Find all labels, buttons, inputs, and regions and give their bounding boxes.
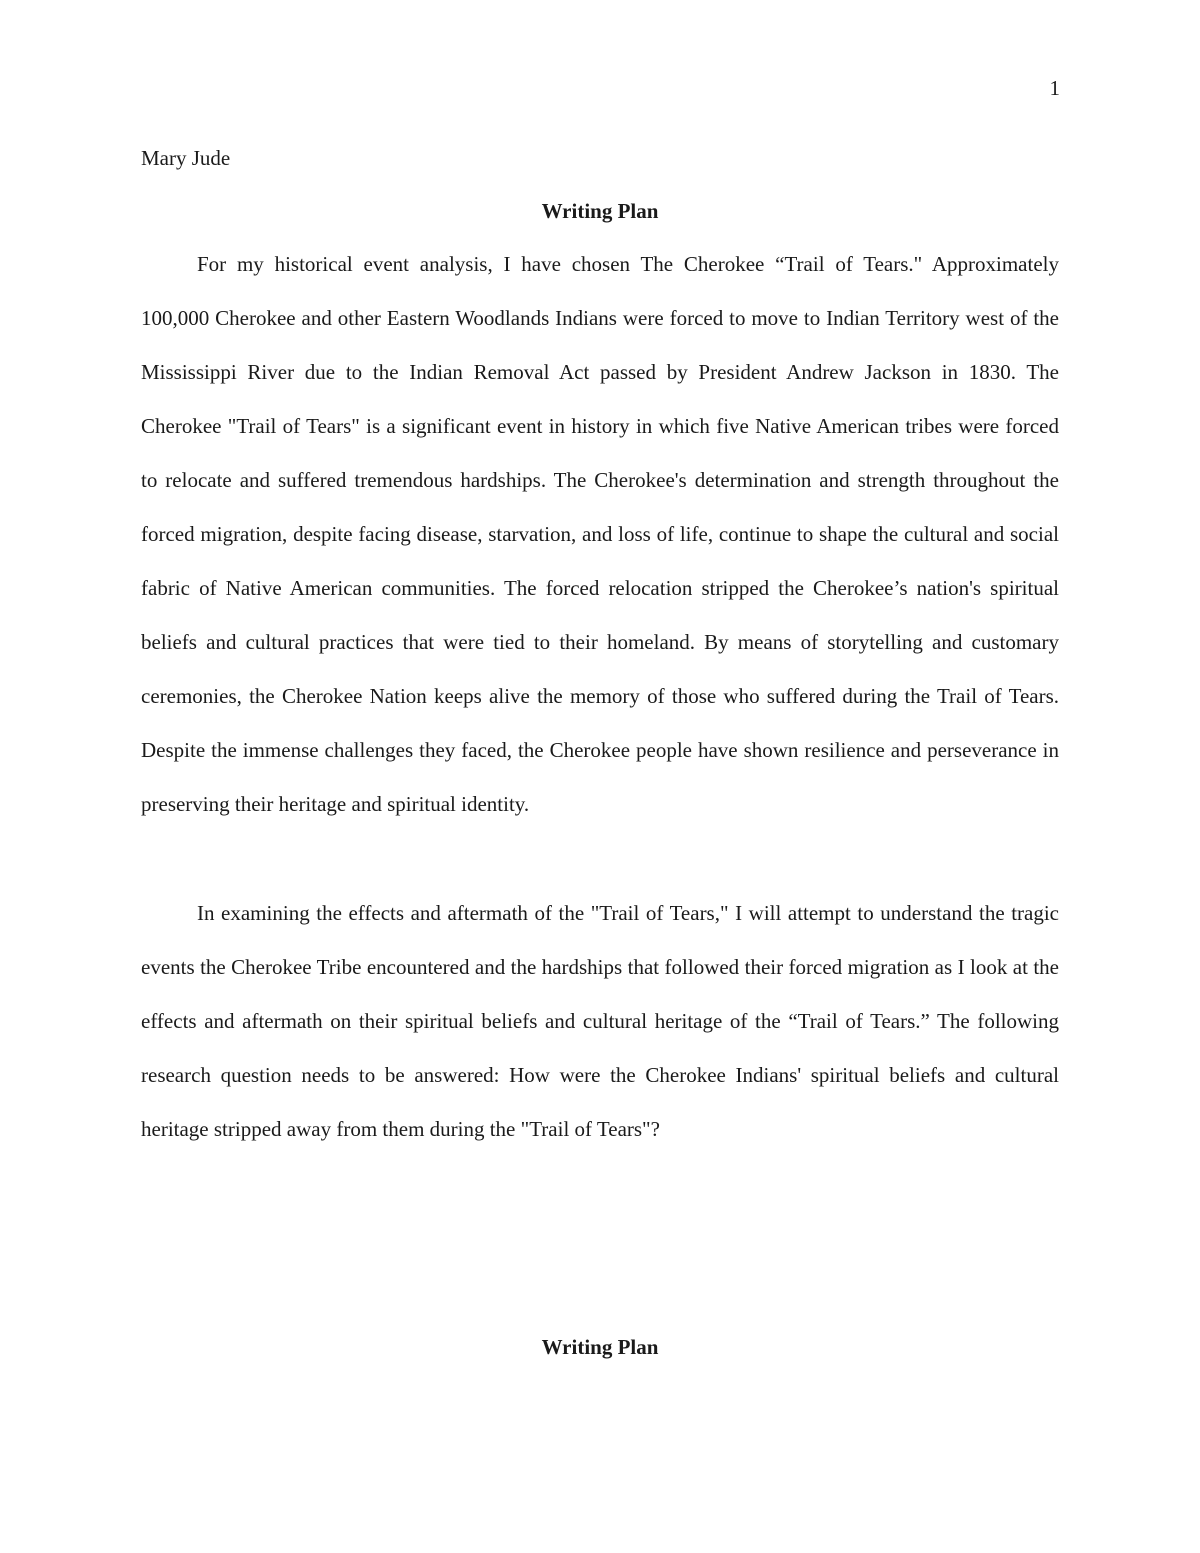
paragraph-1: For my historical event analysis, I have chosen The Cherokee “Trail of Tears." Approximately 100,000 Cherokee and other Eastern Woodlands Indians were forced to move to Indian Territory west of the Mississippi River due to the Indian Removal Act passed by President Andrew Jackson in 1830. The Cherokee "Trail of Tears" is a significant event in history in which five Native American tribes were forced to relocate and suffered tremendous hardships. The Cherokee's determination and strength throughout the forced migration, despite facing disease, starvation, and loss of life, continue to shape the cultural and social fabric of Native American communities. The forced relocation stripped the Cherokee’s nation's spiritual beliefs and cultural practices that were tied to their homeland. By means of storytelling and customary ceremonies, the Cherokee Nation keeps alive the memory of those who suffered during the Trail of Tears. Despite the immense challenges they faced, the Cherokee people have shown resilience and perseverance in preserving their heritage and spiritual identity.: [141, 252, 1059, 816]
document-title-repeated: Writing Plan: [541, 1335, 659, 1359]
page-number: 1: [1049, 76, 1060, 100]
document-title: Writing Plan: [541, 199, 659, 223]
author-name: Mary Jude: [141, 146, 231, 170]
paragraph-2: In examining the effects and aftermath of the "Trail of Tears," I will attempt to understand the tragic events the Cherokee Tribe encountered and the hardships that followed their forced migration as I look at the effects and aftermath on their spiritual beliefs and cultural heritage of the “Trail of Tears.” The following research question needs to be answered: How were the Cherokee Indians' spiritual beliefs and cultural heritage stripped away from them during the "Trail of Tears"?: [141, 901, 1059, 1141]
